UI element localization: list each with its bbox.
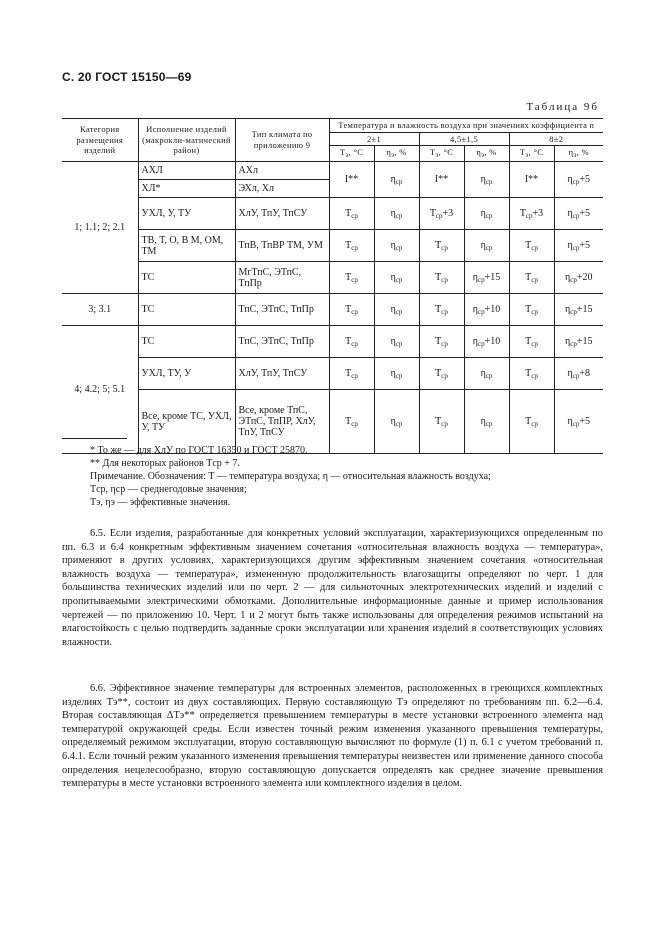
value-cell: $\eta_{ср}+20$ <box>554 262 603 294</box>
sub-humidity: $\eta_э$, % <box>374 146 419 162</box>
value-cell: I** <box>509 162 554 198</box>
value-cell: $\eta_{ср}+5$ <box>554 390 603 454</box>
paragraph-6-6: 6.6. Эффективное значение температуры для встроенных элементов, расположенных в греющихся комплектных изделиях Tэ**, состоит из двух составляющих. Первую составляющую Tэ определяют по требованиям пп. 6.2—6.4. Вторая составляющая ΔTэ** определяется превышением температуры в месте установки встроенного элемента над температурой окружающей среды. Если известен точный режим изменения указанного превышения температуры, определяемый режимом эксплуатации, вторую составляющую вычисляют по формуле (1) п. 6.1 с учетом требований п. 6.4.1. Если точный режим указанного изменения превышения температуры неизвестен или применение данного способа определения нецелесообразно, вторую составляющую допускается определять как среднее значение превышения температуры в месте установки встроенного элемента или комплектного изделия в целом. <box>62 683 603 790</box>
value-cell: $T_{ср}$ <box>509 390 554 454</box>
sub-temperature: $T_э$, °C <box>509 146 554 162</box>
value-cell: $\eta_{ср}+5$ <box>554 198 603 230</box>
value-cell: $\eta_{ср}$ <box>374 198 419 230</box>
value-cell: $\eta_{ср}$ <box>374 162 419 198</box>
header-climate: Тип климата по приложению 9 <box>235 119 329 162</box>
value-cell: $\eta_{ср}+8$ <box>554 358 603 390</box>
value-cell: $T_{ср}$ <box>419 262 464 294</box>
value-cell: $T_{ср}$ <box>419 230 464 262</box>
climate-cell: Все, кроме ТпС, ЭТпС, ТпПР, ХлУ, ТпУ, ТпСУ <box>235 390 329 454</box>
footnote-rule <box>62 438 127 439</box>
value-cell: $\eta_{ср}$ <box>464 162 509 198</box>
value-cell: $T_{ср}$ <box>419 326 464 358</box>
value-cell: $T_{ср}$ <box>329 294 374 326</box>
climate-cell: МгТпС, ЭТпС, ТпПр <box>235 262 329 294</box>
group-2: 4,5±1,5 <box>419 132 509 146</box>
value-cell: $T_{ср}$ <box>509 294 554 326</box>
sub-humidity: $\eta_э$, % <box>464 146 509 162</box>
value-cell: $T_{ср}+3$ <box>419 198 464 230</box>
value-cell: $\eta_{ср}$ <box>374 390 419 454</box>
climate-cell: ХлУ, ТпУ, ТпСУ <box>235 198 329 230</box>
value-cell: $T_{ср}$ <box>329 390 374 454</box>
group-3: 8±2 <box>509 132 603 146</box>
version-cell: УХЛ, ТУ, У <box>138 358 235 390</box>
value-cell: $T_{ср}$ <box>329 230 374 262</box>
value-cell: $\eta_{ср}$ <box>464 230 509 262</box>
value-cell: $T_{ср}$ <box>329 262 374 294</box>
value-cell: $\eta_{ср}$ <box>464 198 509 230</box>
version-cell: ТС <box>138 294 235 326</box>
value-cell: $\eta_{ср}+15$ <box>464 262 509 294</box>
value-cell: $\eta_{ср}+5$ <box>554 230 603 262</box>
category-cell: 4; 4.2; 5; 5.1 <box>62 326 138 454</box>
value-cell: $T_{ср}$ <box>329 326 374 358</box>
value-cell: $T_{ср}$ <box>509 230 554 262</box>
value-cell: $T_{ср}+3$ <box>509 198 554 230</box>
version-cell: Все, кроме ТС, УХЛ, У, ТУ <box>138 390 235 454</box>
climate-cell: ТпС, ЭТпС, ТпПр <box>235 326 329 358</box>
value-cell: $\eta_{ср}$ <box>374 326 419 358</box>
sub-humidity: $\eta_э$, % <box>554 146 603 162</box>
value-cell: I** <box>329 162 374 198</box>
header-conditions: Температура и влажность воздуха при значениях коэффициента n <box>329 119 603 133</box>
value-cell: $\eta_{ср}$ <box>464 390 509 454</box>
value-cell: $\eta_{ср}+5$ <box>554 162 603 198</box>
value-cell: $\eta_{ср}$ <box>374 230 419 262</box>
category-cell: 3; 3.1 <box>62 294 138 326</box>
climate-cell: ТпС, ЭТпС, ТпПр <box>235 294 329 326</box>
table-caption: Таблица 9б <box>526 101 599 113</box>
group-1: 2±1 <box>329 132 419 146</box>
value-cell: $\eta_{ср}$ <box>374 358 419 390</box>
value-cell: $T_{ср}$ <box>419 358 464 390</box>
value-cell: $\eta_{ср}$ <box>464 358 509 390</box>
page-header: С. 20 ГОСТ 15150—69 <box>62 70 192 84</box>
value-cell: $\eta_{ср}$ <box>374 262 419 294</box>
value-cell: $\eta_{ср}$ <box>374 294 419 326</box>
footnote-1: * То же — для ХлУ по ГОСТ 16350 и ГОСТ 25870. <box>90 445 308 456</box>
value-cell: $T_{ср}$ <box>329 198 374 230</box>
value-cell: $T_{ср}$ <box>509 262 554 294</box>
climate-table <box>62 118 603 454</box>
climate-cell: ТпВ, ТпВР ТМ, УМ <box>235 230 329 262</box>
value-cell: $T_{ср}$ <box>329 358 374 390</box>
version-cell: ТС <box>138 326 235 358</box>
header-category: Категория размещения изделий <box>62 119 138 162</box>
paragraph-6-5: 6.5. Если изделия, разработанные для конкретных условий эксплуатации, характеризующихся определенным по пп. 6.3 и 6.4 конкретным эффективным значением сочетания «относительная влажность воздуха — температура», применяют в других условиях, характеризующихся другим эффективным значением сочетания «относительная влажность воздуха — температура», измененную продолжительность влагозащиты определяют по черт. 1 для большинства технических изделий или по черт. 2 — для сильноточных электротехнических изделий и изделий с пропитываемыми электрическими обмотками. Дополнительные информационные данные и пример использования чертежей — по приложению 10. Черт. 1 и 2 могут быть также использованы для определения режимов испытаний на влагостойкость с целью подтвердить заданные сроки эксплуатации или хранения изделий в соответствующих условиях влажности. <box>62 528 603 648</box>
climate-cell: ЭХл, Хл <box>235 180 329 198</box>
climate-cell: АХл <box>235 162 329 180</box>
value-cell: $\eta_{ср}+10$ <box>464 294 509 326</box>
header-version: Исполнение изделий (макрокли-матический район) <box>138 119 235 162</box>
version-cell: ТВ, Т, О, В М, ОМ, ТМ <box>138 230 235 262</box>
sub-temperature: $T_э$, °C <box>419 146 464 162</box>
version-cell: УХЛ, У, ТУ <box>138 198 235 230</box>
climate-cell: ХлУ, ТпУ, ТпСУ <box>235 358 329 390</box>
version-cell: ТС <box>138 262 235 294</box>
value-cell: $\eta_{ср}+15$ <box>554 326 603 358</box>
version-cell: АХЛ <box>138 162 235 180</box>
value-cell: $T_{ср}$ <box>419 294 464 326</box>
category-cell: 1; 1.1; 2; 2.1 <box>62 162 138 294</box>
value-cell: $T_{ср}$ <box>419 390 464 454</box>
value-cell: $T_{ср}$ <box>509 358 554 390</box>
version-cell: ХЛ* <box>138 180 235 198</box>
footnote-2: ** Для некоторых районов Tср + 7. <box>90 458 240 469</box>
value-cell: $\eta_{ср}+15$ <box>554 294 603 326</box>
footnote-mean-values: Tср, ηср — среднегодовые значения; <box>90 484 247 495</box>
value-cell: $\eta_{ср}+10$ <box>464 326 509 358</box>
value-cell: I** <box>419 162 464 198</box>
footnote-effective-values: Tэ, ηэ — эффективные значения. <box>90 497 231 508</box>
sub-temperature: $T_э$, °C <box>329 146 374 162</box>
value-cell: $T_{ср}$ <box>509 326 554 358</box>
footnote-note: Примечание. Обозначения: T — температура воздуха; η — относительная влажность воздуха; <box>90 471 491 482</box>
